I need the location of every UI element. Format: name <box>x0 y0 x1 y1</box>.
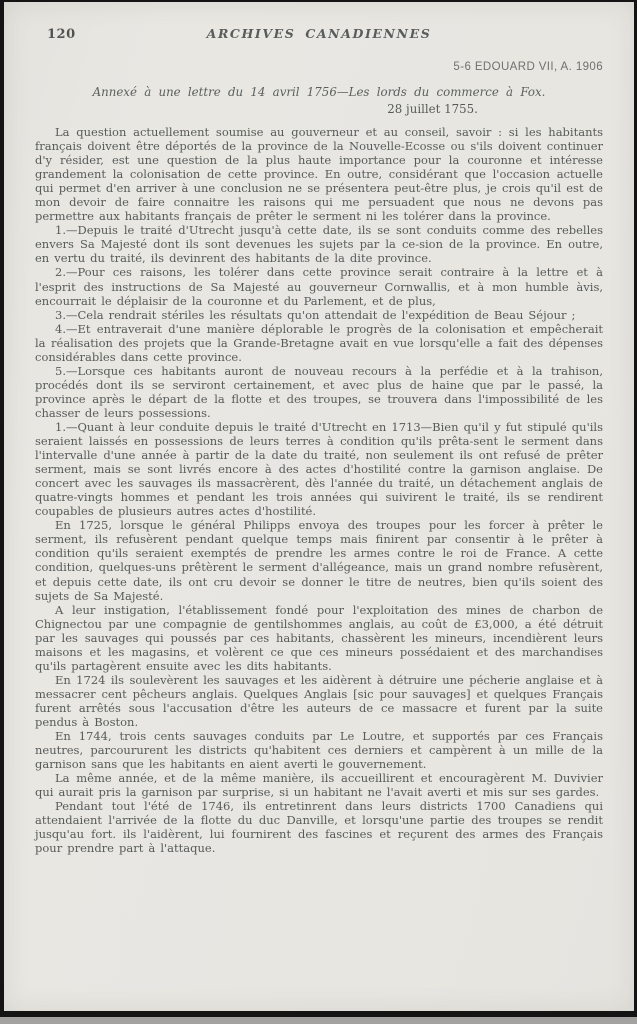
session-header: 5-6 EDOUARD VII, A. 1906 <box>453 61 603 73</box>
running-head: ARCHIVES CANADIENNES <box>206 26 432 41</box>
paper <box>4 2 634 1011</box>
paragraph: A leur instigation, l'établissement fondé pour l'exploitation des mines de charbon de Chignectou par une compagnie de gentilshommes anglais, au coût de £3,000, a été détruit par les sauvages qui poussés par ces habitants, chassèrent les mineurs, incendièrent leurs maisons et les magasins, et volèrent ce que ces mineurs possédaient et des marchandises qu'ils partagèrent ensuite avec les dits habitants. <box>35 602 603 673</box>
paper-content <box>4 2 634 855</box>
paragraph: La question actuellement soumise au gouverneur et au conseil, savoir : si les habitants français doivent être déportés de la province de la Nouvelle-Ecosse ou s'ils doivent continuer d'y résider, est une question de la plus haute importance pour la couronne et intéresse grandement la colonisation de cette province. En outre, considérant que l'occasion actuelle qui permet d'en arriver à une conclusion ne se présentera peut-être plus, je crois qu'il est de mon devoir de faire connaitre les raisons qui me persuadent que nous ne devons pas permettre aux habitants français de prêter le serment ni les tolérer dans la province. <box>35 125 603 224</box>
paragraph: 1.—Depuis le traité d'Utrecht jusqu'à cette date, ils se sont conduits comme des rebelles envers Sa Majesté dont ils sont devenues les sujets par la ce-sion de la province. En outre, en vertu du traité, ils devinrent des habitants de la dite province. <box>35 223 603 266</box>
paragraph: En 1724 ils soulevèrent les sauvages et les aidèrent à détruire une pécherie anglaise et à messacrer cent pêcheurs anglais. Quelques Anglais [sic pour sauvages] et quelques Français furent arrêtés sous l'accusation d'être les auteurs de ce massacre et furent par la suite pendus à Boston. <box>35 672 603 729</box>
paragraph: 5.—Lorsque ces habitants auront de nouveau recours à la perfédie et à la trahison, procédés dont ils se serviront certainement, et avec plus de haine que par le passé, la province après le départ de la flotte et des troupes, se trouvera dans l'impossibilité de les chasser de leurs possessions. <box>35 363 603 420</box>
paragraph: 4.—Et entraverait d'une manière déplorable le progrès de la colonisation et empêcherait la réalisation des projets que la Grande-Bretagne avait en vue lorsqu'elle a fait des dépenses considérables dans cette province. <box>35 321 603 364</box>
document-body <box>35 125 603 855</box>
page-header <box>35 26 603 42</box>
scan-bottom-edge <box>0 1017 637 1024</box>
paragraph: En 1744, trois cents sauvages conduits par Le Loutre, et supportés par ces Français neutres, parcoururent les districts qu'habitent ces derniers et campèrent à un mille de la garnison sans que les habitants en aient averti le gouvernement. <box>35 729 603 772</box>
paragraph: Pendant tout l'été de 1746, ils entretinrent dans leurs districts 1700 Canadiens qui attendaient l'arrivée de la flotte du duc Danville, et lorsqu'une partie des troupes se rendit jusqu'au fort. ils l'aidèrent, lui fournirent des fascines et reçurent des armes des Français pour prendre part à l'attaque. <box>35 799 603 856</box>
paragraph: La même année, et de la même manière, ils accueillirent et encouragèrent M. Duvivier qui aurait pris la garnison par surprise, si un habitant ne l'avait averti et mis sur ses gardes. <box>35 771 603 800</box>
paragraph: 1.—Quant à leur conduite depuis le traité d'Utrecht en 1713—Bien qu'il y fut stipulé qu'ils seraient laissés en possessions de leurs terres à condition qu'ils prêta-sent le serment dans l'intervalle d'une année à partir de la date du traité, non seulement ils ont refusé de prêter serment, mais se sont livrés encore à des actes d'hostilité contre la garnison anglaise. De concert avec les sauvages ils massacrèrent, dès l'année du traité, un détachement anglais de quatre-vingts hommes et pendant les trois années qui suivirent le traité, ils se rendirent coupables de plusieurs autres actes d'hostilité. <box>35 419 603 519</box>
page-number: 120 <box>47 27 76 42</box>
paragraph: 2.—Pour ces raisons, les tolérer dans cette province serait contraire à la lettre et à l'esprit des instructions de Sa Majesté au gouverneur Cornwallis, et à mon humble àvis, encourrait le déplaisir de la couronne et du Parlement, et de plus, <box>35 265 603 308</box>
annotation-line: Annexé à une lettre du 14 avril 1756—Les lords du commerce à Fox. <box>92 85 546 99</box>
date-line: 28 juillet 1755. <box>387 102 478 116</box>
paragraph: En 1725, lorsque le général Philipps envoya des troupes pour les forcer à prêter le serment, ils refusèrent pendant quelque temps mais finirent par consentir à le prêter à condition qu'ils seraient exemptés de prendre les armes contre le roi de France. A cette condition, quelques-uns prêtèrent le serment d'allégeance, mais un grand nombre refusèrent, et depuis cette date, ils ont cru devoir se donner le titre de neutres, bien qu'ils soient des sujets de Sa Majesté. <box>35 518 603 603</box>
paragraph: 3.—Cela rendrait stériles les résultats qu'on attendait de l'expédition de Beau Séjour ; <box>55 307 576 322</box>
